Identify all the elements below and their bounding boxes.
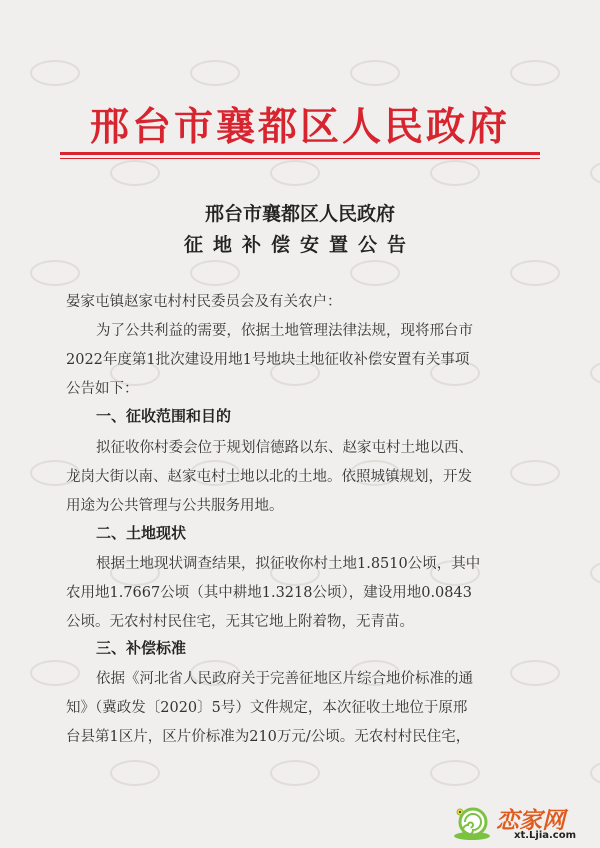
intro-line-2: 2022年度第1批次建设用地1号地块土地征收补偿安置有关事项 bbox=[66, 352, 470, 368]
section1-line-3: 用途为公共管理与公共服务用地。 bbox=[66, 498, 284, 514]
watermark-ring bbox=[350, 60, 400, 86]
watermark-ring bbox=[590, 160, 600, 186]
notice-issuer: 邢台市襄都区人民政府 bbox=[204, 203, 395, 225]
intro-line-1: 为了公共利益的需要，依据土地管理法律法规，现将邢台市 bbox=[96, 323, 473, 339]
snail-logo-icon bbox=[452, 802, 492, 842]
watermark-ring bbox=[590, 360, 600, 386]
section2-line-2: 农用地1.7667公顷（其中耕地1.3218公顷），建设用地0.0843 bbox=[66, 585, 472, 601]
section2-line-1: 根据土地现状调查结果，拟征收你村土地1.8510公顷，其中 bbox=[96, 556, 481, 572]
watermark-ring bbox=[30, 660, 80, 686]
site-logo bbox=[452, 800, 600, 848]
section1-heading: 一、征收范围和目的 bbox=[96, 407, 232, 425]
watermark-ring bbox=[510, 60, 560, 86]
section3-heading: 三、补偿标准 bbox=[96, 639, 187, 657]
watermark-ring bbox=[190, 260, 240, 286]
watermark-ring bbox=[430, 760, 480, 786]
watermark-ring bbox=[430, 160, 480, 186]
addressee: 晏家屯镇赵家屯村村民委员会及有关农户： bbox=[66, 294, 342, 310]
watermark-ring bbox=[350, 260, 400, 286]
watermark-ring bbox=[30, 260, 80, 286]
watermark-ring bbox=[590, 760, 600, 786]
watermark-ring bbox=[590, 560, 600, 586]
watermark-ring bbox=[270, 760, 320, 786]
watermark-ring bbox=[510, 460, 560, 486]
section2-heading: 二、土地现状 bbox=[96, 524, 187, 542]
notice-title: 征地补偿安置公告 bbox=[183, 234, 416, 256]
watermark-ring bbox=[110, 760, 160, 786]
watermark-ring bbox=[510, 660, 560, 686]
letterhead-rule-thick bbox=[60, 152, 540, 155]
section3-line-3: 台县第1区片，区片价标准为210万元/公顷。无农村村民住宅， bbox=[66, 729, 471, 745]
section3-line-1: 依据《河北省人民政府关于完善征地区片综合地价标准的通 bbox=[96, 671, 473, 687]
letterhead-title: 邢台市襄都区人民政府 bbox=[89, 105, 510, 150]
intro-line-3: 公告如下： bbox=[66, 381, 139, 397]
watermark-ring bbox=[270, 160, 320, 186]
watermark-ring bbox=[510, 260, 560, 286]
logo-text: 恋家网 bbox=[496, 808, 565, 834]
section2-line-3: 公顷。无农村村民住宅，无其它地上附着物，无青苗。 bbox=[66, 614, 414, 630]
watermark-ring bbox=[110, 160, 160, 186]
logo-url: xt.Ljia.com bbox=[514, 830, 577, 841]
letterhead-rule-thin bbox=[60, 158, 540, 159]
watermark-ring bbox=[30, 60, 80, 86]
section1-line-2: 龙岗大街以南、赵家屯村土地以北的土地。依照城镇规划，开发 bbox=[66, 469, 472, 485]
watermark-ring bbox=[190, 60, 240, 86]
section1-line-1: 拟征收你村委会位于规划信德路以东、赵家屯村土地以西、 bbox=[96, 440, 473, 456]
section3-line-2: 知》（冀政发〔2020〕5号）文件规定，本次征收土地位于原邢 bbox=[66, 700, 468, 716]
